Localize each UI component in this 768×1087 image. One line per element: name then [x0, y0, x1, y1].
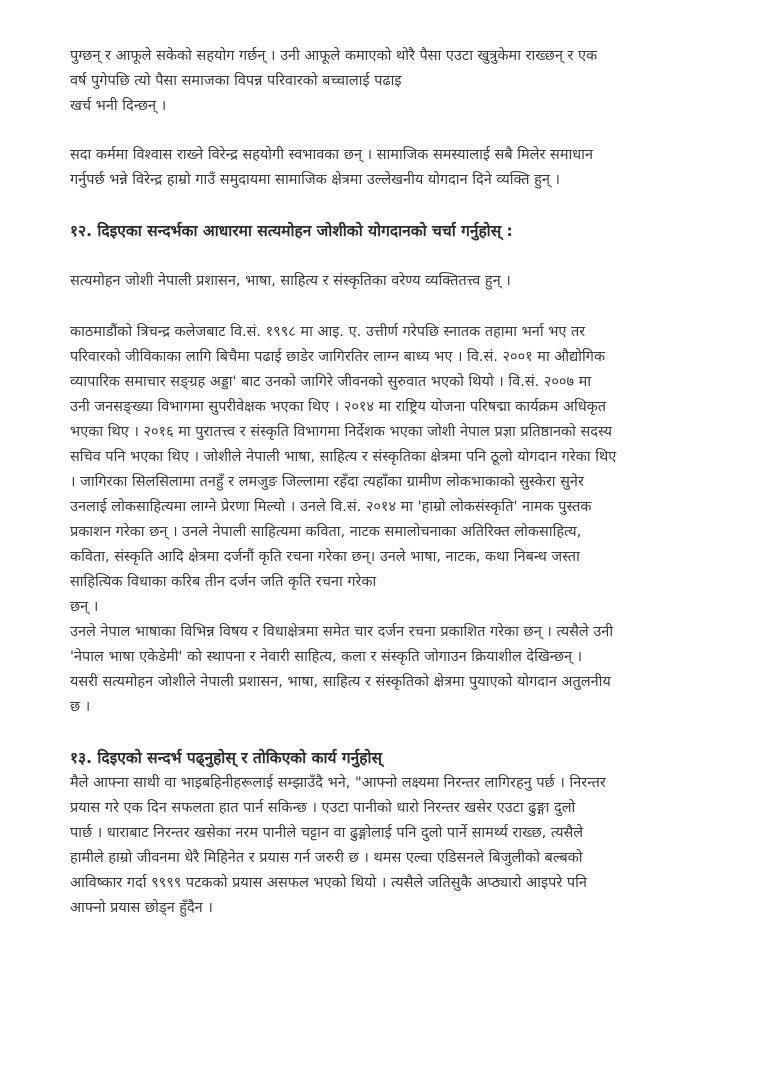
paragraph-birendra-help: पुग्छन् र आफूले सकेको सहयोग गर्छन् । उनी आफूले कमाएको थोरै पैसा एउटा खुत्रुकेमा राख्छन् र एक वर्ष पुगेपछि त्यो पैसा समाजका विपन्न परिवारको बच्चालाई पढाइ खर्च भनी दिन्छन् । [70, 48, 598, 114]
paragraph-joshi-intro: सत्यमोहन जोशी नेपाली प्रशासन, भाषा, साहित्य र संस्कृतिका वरेण्य व्यक्तितत्त्व हुन् । [70, 273, 511, 289]
question-12-heading: १२. दिइएका सन्दर्भका आधारमा सत्यमोहन जोशीको योगदानको चर्चा गर्नुहोस् : [70, 222, 513, 240]
paragraph-perseverance: मैले आफ्ना साथी वा भाइबहिनीहरूलाई सम्झाउँदै भने, "आफ्नो लक्ष्यमा निरन्तर लागिरहनु पर्छ । निरन्तर प्रयास गरे एक दिन सफलता हात पार्न सकिन्छ । एउटा पानीको धारो निरन्तर खसेर एउटा ढुङ्गा दुलो पार्छ । धाराबाट निरन्तर खसेका नरम पानीले चट्टान वा ढुङ्गोलाई पनि दुलो पार्ने सामर्थ्य राख्छ, त्यसैले हामीले हाम्रो जीवनमा धेरै मिहिनेत र प्रयास गर्न जरुरी छ । थमस एल्वा एडिसनले बिजुलीको बल्बको आविष्कार गर्दा ९९९९ पटकको प्रयास असफल भएको थियो । त्यसैले जतिसुकै अप्ठ्यारो आइपरे पनि आफ्नो प्रयास छोड्न हुँदैन । [70, 775, 606, 916]
question-13-heading: १३. दिइएको सन्दर्भ पढ्नुहोस् र तोकिएको कार्य गर्नुहोस् [70, 749, 382, 767]
paragraph-birendra-nature: सदा कर्ममा विश्वास राख्ने विरेन्द्र सहयोगी स्वभावका छन् । सामाजिक समस्यालाई सबै मिलेर समाधान गर्नुपर्छ भन्ने विरेन्द्र हाम्रो गाउँ समुदायमा सामाजिक क्षेत्रमा उल्लेखनीय योगदान दिने व्यक्ति हुन् । [70, 147, 593, 188]
paragraph-joshi-career: काठमाडौंको त्रिचन्द्र कलेजबाट वि.सं. १९९८ मा आइ. ए. उत्तीर्ण गरेपछि स्नातक तहामा भर्ना भए तर परिवारको जीविकाका लागि बिचैमा पढाई छाडेर जागिरतिर लाग्न बाध्य भए । वि.सं. २००१ मा औद्योगिक व्यापारिक समाचार सङ्ग्रह अड्डा' बाट उनको जागिरे जीवनको सुरुवात भएको थियो । वि.सं. २००७ मा उनी जनसङ्ख्या विभागमा सुपरीवेक्षक भएका थिए । २०१४ मा राष्ट्रिय योजना परिषद्मा कार्यक्रम अधिकृत भएका थिए । २०१६ मा पुरातत्त्व र संस्कृति विभागमा निर्देशक भएका जोशी नेपाल प्रज्ञा प्रतिष्ठानको सदस्य सचिव पनि भएका थिए । जोशीले नेपाली भाषा, साहित्य र संस्कृतिका क्षेत्रमा पनि ठूलो योगदान गरेका थिए । जागिरका सिलसिलामा तनहुँ र लमजुङ जिल्लामा रहँदा त्यहाँका ग्रामीण लोकभाकाको सुस्केरा सुनेर उनलाई लोकसाहित्यमा लाग्ने प्रेरणा मिल्यो । उनले वि.सं. २०१४ मा 'हाम्रो लोकसंस्कृति' नामक पुस्तक प्रकाशन गरेका छन् । उनले नेपाली साहित्यमा कविता, नाटक समालोचनाका अतिरिक्त लोकसाहित्य, कविता, संस्कृति आदि क्षेत्रमा दर्जनौं कृति रचना गरेका छन्। उनले भाषा, नाटक, कथा निबन्ध जस्ता साहित्यिक विधाका करिब तीन दर्जन जति कृति रचना गरेका छन् । उनले नेपाल भाषाका विभिन्न विषय र विधाक्षेत्रमा समेत चार दर्जन रचना प्रकाशित गरेका छन् । त्यसैले उनी 'नेपाल भाषा एकेडेमी' को स्थापना र नेवारी साहित्य, कला र संस्कृति जोगाउन क्रियाशील देखिन्छन् । यसरी सत्यमोहन जोशीले नेपाली प्रशासन, भाषा, साहित्य र संस्कृतिको क्षेत्रमा पुयाएको योगदान अतुलनीय छ । [70, 324, 617, 715]
